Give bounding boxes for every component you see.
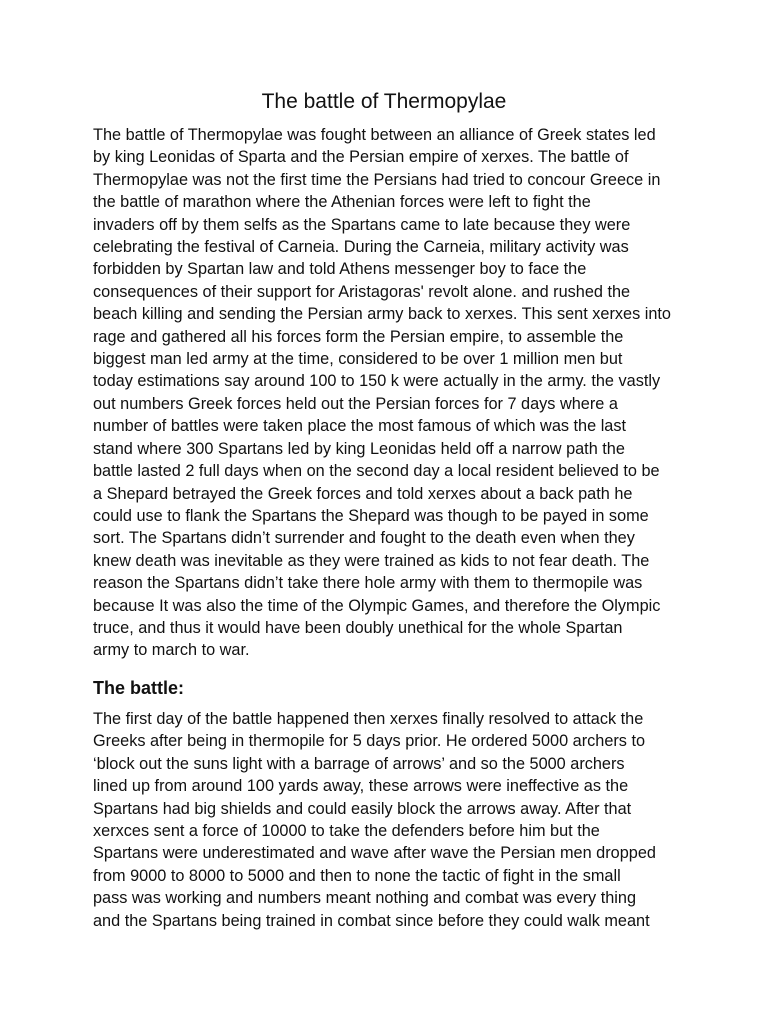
paragraph-line: biggest man led army at the time, considered to be over 1 million men but [93,350,623,369]
paragraph-line: xerxces sent a force of 10000 to take the defenders before him but the [93,822,600,841]
paragraph-line: truce, and thus it would have been doubly unethical for the whole Spartan [93,618,623,637]
paragraph-line: lined up from around 100 yards away, these arrows were ineffective as the [93,777,629,796]
paragraph-line: from 9000 to 8000 to 5000 and then to none the tactic of fight in the small [93,866,621,885]
paragraph-line: because It was also the time of the Olympic Games, and therefore the Olympic [93,596,661,615]
paragraph-line: beach killing and sending the Persian army back to xerxes. This sent xerxes into [93,305,671,324]
paragraph-line: The first day of the battle happened then xerxes finally resolved to attack the [93,710,644,728]
paragraph-line: number of battles were taken place the most famous of which was the last [93,417,627,436]
paragraph-line: knew death was inevitable as they were trained as kids to not fear death. The [93,551,650,570]
paragraph-line: stand where 300 Spartans led by king Leonidas held off a narrow path the [93,439,625,458]
battle-paragraph [93,708,683,932]
paragraph-line: pass was working and numbers meant nothing and combat was every thing [93,889,637,908]
paragraph-line: sort. The Spartans didn’t surrender and fought to the death even when they [93,529,635,548]
intro-paragraph [93,124,683,662]
paragraph-line: out numbers Greek forces held out the Persian forces for 7 days where a [93,394,618,413]
paragraph-line: rage and gathered all his forces form the Persian empire, to assemble the [93,327,624,346]
paragraph-line: Greeks after being in thermopile for 5 days prior. He ordered 5000 archers to [93,732,646,751]
paragraph-line: a Shepard betrayed the Greek forces and told xerxes about a back path he [93,484,633,503]
paragraph-line: the battle of marathon where the Athenian forces were left to fight the [93,193,591,212]
paragraph-line: reason the Spartans didn’t take there hole army with them to thermopile was [93,574,643,593]
section-heading: The battle: [93,678,185,698]
paragraph-line: and the Spartans being trained in combat since before they could walk meant [93,911,650,930]
paragraph-line: army to march to war. [93,641,250,660]
paragraph-line: The battle of Thermopylae was fought between an alliance of Greek states led [93,126,656,144]
paragraph-line: Spartans had big shields and could easily block the arrows away. After that [93,799,632,818]
paragraph-line: today estimations say around 100 to 150 k were actually in the army. the vastly [93,372,661,391]
paragraph-line: by king Leonidas of Sparta and the Persian empire of xerxes. The battle of [93,148,629,167]
document-title: The battle of Thermopylae [261,90,507,113]
paragraph-line: Thermopylae was not the first time the Persians had tried to concour Greece in [93,170,661,189]
paragraph-line: battle lasted 2 full days when on the second day a local resident believed to be [93,462,660,481]
paragraph-line: forbidden by Spartan law and told Athens messenger boy to face the [93,260,587,279]
paragraph-line: Spartans were underestimated and wave after wave the Persian men dropped [93,844,656,863]
paragraph-line: could use to flank the Spartans the Shepard was though to be payed in some [93,506,649,525]
paragraph-line: invaders off by them selfs as the Spartans came to late because they were [93,215,631,234]
paragraph-line: celebrating the festival of Carneia. During the Carneia, military activity was [93,238,629,257]
paragraph-line: consequences of their support for Aristagoras' revolt alone. and rushed the [93,282,631,301]
paragraph-line: ‘block out the suns light with a barrage of arrows’ and so the 5000 archers [93,754,625,773]
